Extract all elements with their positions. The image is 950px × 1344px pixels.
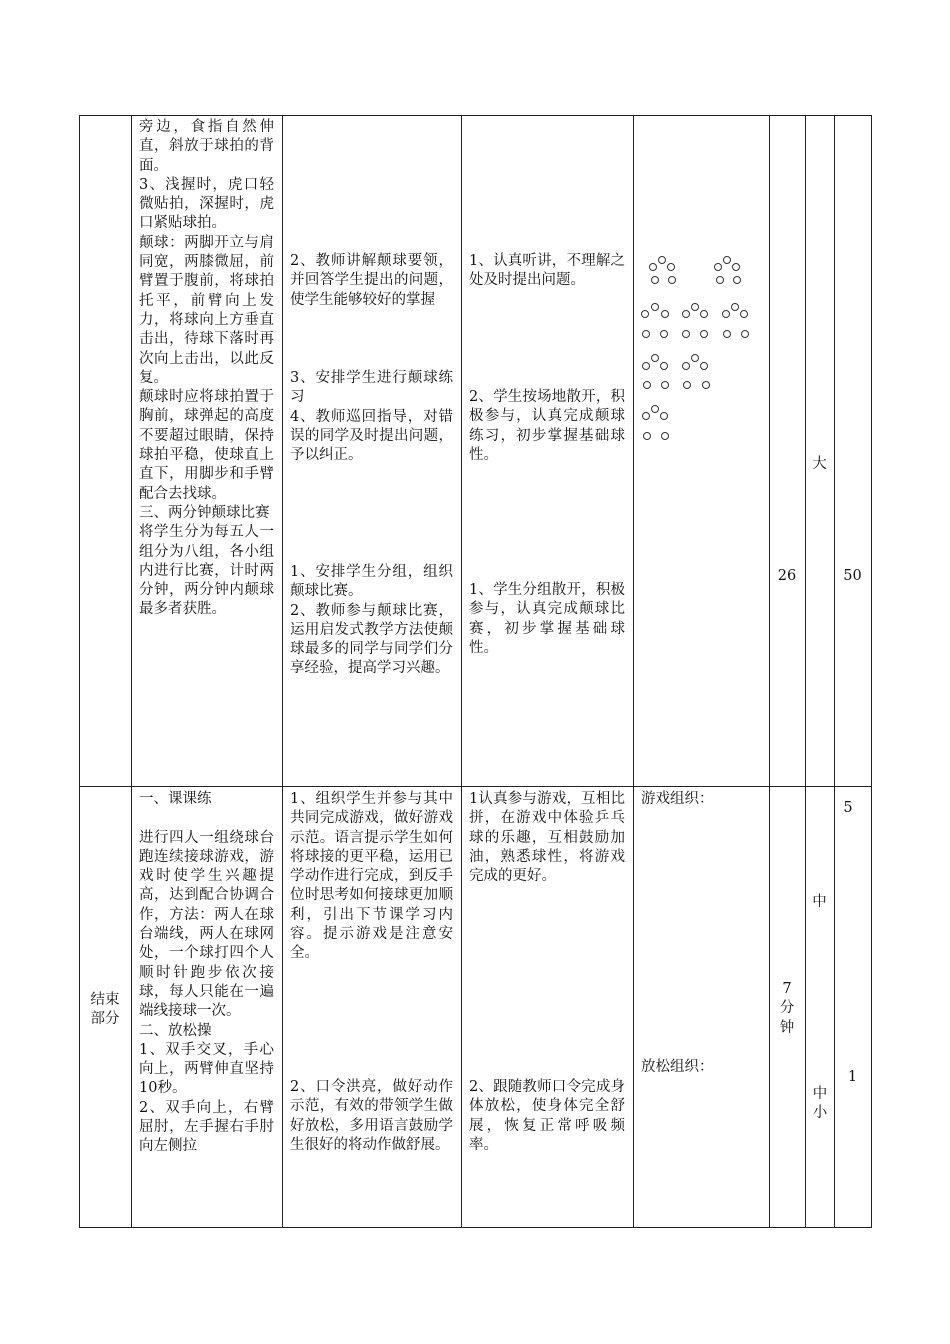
student-marker-icon (731, 303, 739, 311)
teacher-paragraph: 3、安排学生进行颠球练习 (290, 370, 453, 406)
student-marker-icon (682, 362, 690, 370)
content-paragraph: 旁边，食指自然伸直，斜放于球拍的背面。 (139, 119, 274, 174)
row1-student-block1 (469, 252, 625, 291)
student-marker-icon (642, 362, 650, 370)
row-divider (79, 786, 872, 787)
row2-student-block2 (469, 1078, 625, 1155)
content-paragraph: 2、双手向上，右臂屈肘，左手握右手肘向左侧拉 (139, 1099, 274, 1155)
student-marker-icon (723, 330, 731, 338)
col-border (871, 115, 872, 1228)
student-marker-icon (660, 330, 668, 338)
row2-game-organization: 游戏组织： (641, 791, 714, 807)
row2-count-2: 1 (847, 1069, 858, 1085)
col-border (79, 115, 80, 1228)
col-border (805, 115, 806, 1228)
table-bottom-border (79, 1227, 872, 1228)
row1-teacher-block3 (290, 563, 453, 679)
student-marker-icon (700, 362, 708, 370)
student-marker-icon (700, 310, 708, 318)
student-marker-icon (700, 330, 708, 338)
student-marker-icon (642, 412, 650, 420)
content-heading: 二、放松操 (139, 1022, 212, 1039)
student-marker-icon (660, 412, 668, 420)
row1-student-block2 (469, 388, 625, 465)
student-marker-icon (716, 276, 724, 284)
content-paragraph: 进行四人一组绕球台跑连续接球游戏，游戏时使学生兴趣提高，达到配合协调合作，方法：两人在球台端线，两人在球网处，一个球打四个人顺时针跑步依次接球，每人只能在一遍端线接球一次。 (139, 829, 274, 1020)
row1-teacher-block1 (290, 252, 453, 310)
student-marker-icon (643, 432, 651, 440)
row2-teacher-block1 (290, 790, 453, 964)
student-marker-icon (661, 310, 669, 318)
row1-teacher-block2 (290, 369, 453, 465)
col-border (769, 115, 770, 1228)
col-border (282, 115, 283, 1228)
content-paragraph: 将学生分为每五人一组分为八组，各小组内进行比赛，计时两分钟，两分钟内颠球最多者获胜。 (139, 524, 274, 618)
student-marker-icon (740, 310, 748, 318)
student-marker-icon (660, 362, 668, 370)
student-marker-icon (702, 381, 710, 389)
table-top-border (79, 115, 872, 116)
student-paragraph: 2、跟随教师口令完成身体放松，使身体完全舒展，恢复正常呼吸频率。 (469, 1079, 625, 1153)
teacher-paragraph: 2、教师讲解颠球要领，并回答学生提出的问题，使学生能够较好的掌握 (290, 253, 453, 308)
content-paragraph: 3、浅握时，虎口轻微贴拍，深握时，虎口紧贴球拍。 (139, 176, 274, 232)
student-paragraph: 2、学生按场地散开，积极参与，认真完成颠球练习，初步掌握基础球性。 (469, 389, 625, 463)
row1-count: 50 (843, 568, 862, 584)
student-marker-icon (649, 263, 657, 271)
student-marker-icon (691, 303, 699, 311)
row2-content (139, 790, 274, 1157)
student-marker-icon (691, 354, 699, 362)
student-marker-icon (658, 256, 666, 264)
student-marker-icon (651, 405, 659, 413)
row2-time: 7分钟 (779, 981, 795, 1036)
row1-student-block3 (469, 581, 625, 658)
teacher-paragraph: 2、教师参与颠球比赛，运用启发式教学方法使颠球最多的同学与同学们分享经验，提高学习兴趣。 (290, 602, 453, 677)
student-marker-icon (651, 303, 659, 311)
row2-relax-organization: 放松组织： (641, 1059, 714, 1075)
col-border (131, 115, 132, 1228)
row2-student-block1 (469, 790, 625, 886)
teacher-paragraph: 2、口令洪亮，做好动作示范，有效的带领学生做好放松，多用语言鼓励学生很好的将动作做舒展。 (290, 1079, 453, 1153)
student-marker-icon (661, 432, 669, 440)
row2-intensity-2: 中小 (812, 1086, 828, 1122)
student-marker-icon (741, 330, 749, 338)
col-border (834, 115, 835, 1228)
student-marker-icon (668, 276, 676, 284)
content-paragraph: 1、双手交叉，手心向上，两臂伸直坚持10秒。 (139, 1041, 274, 1097)
row2-count-1: 5 (843, 800, 853, 816)
student-marker-icon (641, 310, 649, 318)
student-marker-icon (714, 263, 722, 271)
content-heading: 一、课课练 (139, 791, 212, 807)
student-marker-icon (643, 381, 651, 389)
content-paragraph: 三、两分钟颠球比赛 (139, 504, 270, 521)
teacher-paragraph: 4、教师巡回指导，对错误的同学及时提出问题，予以纠正。 (290, 408, 453, 464)
teacher-paragraph: 1、组织学生并参与其中共同完成游戏，做好游戏示范。语言提示学生如何将球接的更平稳，运用已学动作进行完成，到反手位时思考如何接球更加顺利，引出下节课学习内容。提示游戏是注意安全。 (290, 791, 453, 962)
student-marker-icon (683, 381, 691, 389)
content-paragraph: 颠球：两脚开立与肩同宽，两膝微屈，前臂置于腹前，将球拍托平，前臂向上发力，将球向上方垂直击出，待球下落时再次向上击出，以此反复。 (139, 234, 274, 386)
row2-teacher-block2 (290, 1078, 453, 1155)
student-marker-icon (642, 330, 650, 338)
student-marker-icon (733, 276, 741, 284)
student-marker-icon (651, 354, 659, 362)
student-marker-icon (667, 263, 675, 271)
row2-intensity-1: 中 (812, 894, 827, 910)
student-marker-icon (682, 310, 690, 318)
row1-intensity: 大 (812, 456, 827, 472)
student-paragraph: 1、认真听讲，不理解之处及时提出问题。 (469, 253, 625, 289)
row1-content (139, 118, 274, 620)
student-marker-icon (651, 276, 659, 284)
row1-time: 26 (777, 568, 797, 584)
student-marker-icon (661, 381, 669, 389)
teacher-paragraph: 1、安排学生分组，组织颠球比赛。 (290, 564, 453, 600)
student-paragraph: 1、学生分组散开，积极参与，认真完成颠球比赛，初步掌握基础球性。 (469, 582, 625, 656)
row2-section-label: 结束部分 (90, 992, 120, 1028)
student-marker-icon (722, 310, 730, 318)
student-paragraph: 1认真参与游戏，互相比拼，在游戏中体验乒乓球的乐趣，互相鼓励加油，熟悉球性，将游戏完成的更好。 (469, 791, 625, 885)
content-paragraph: 颠球时应将球拍置于胸前，球弹起的高度不要超过眼睛，保持球拍平稳，使球直上直下，用脚步和手臂配合去找球。 (139, 389, 274, 502)
group-formation-diagram (633, 250, 769, 450)
student-marker-icon (723, 256, 731, 264)
student-marker-icon (682, 330, 690, 338)
col-border (461, 115, 462, 1228)
student-marker-icon (732, 263, 740, 271)
